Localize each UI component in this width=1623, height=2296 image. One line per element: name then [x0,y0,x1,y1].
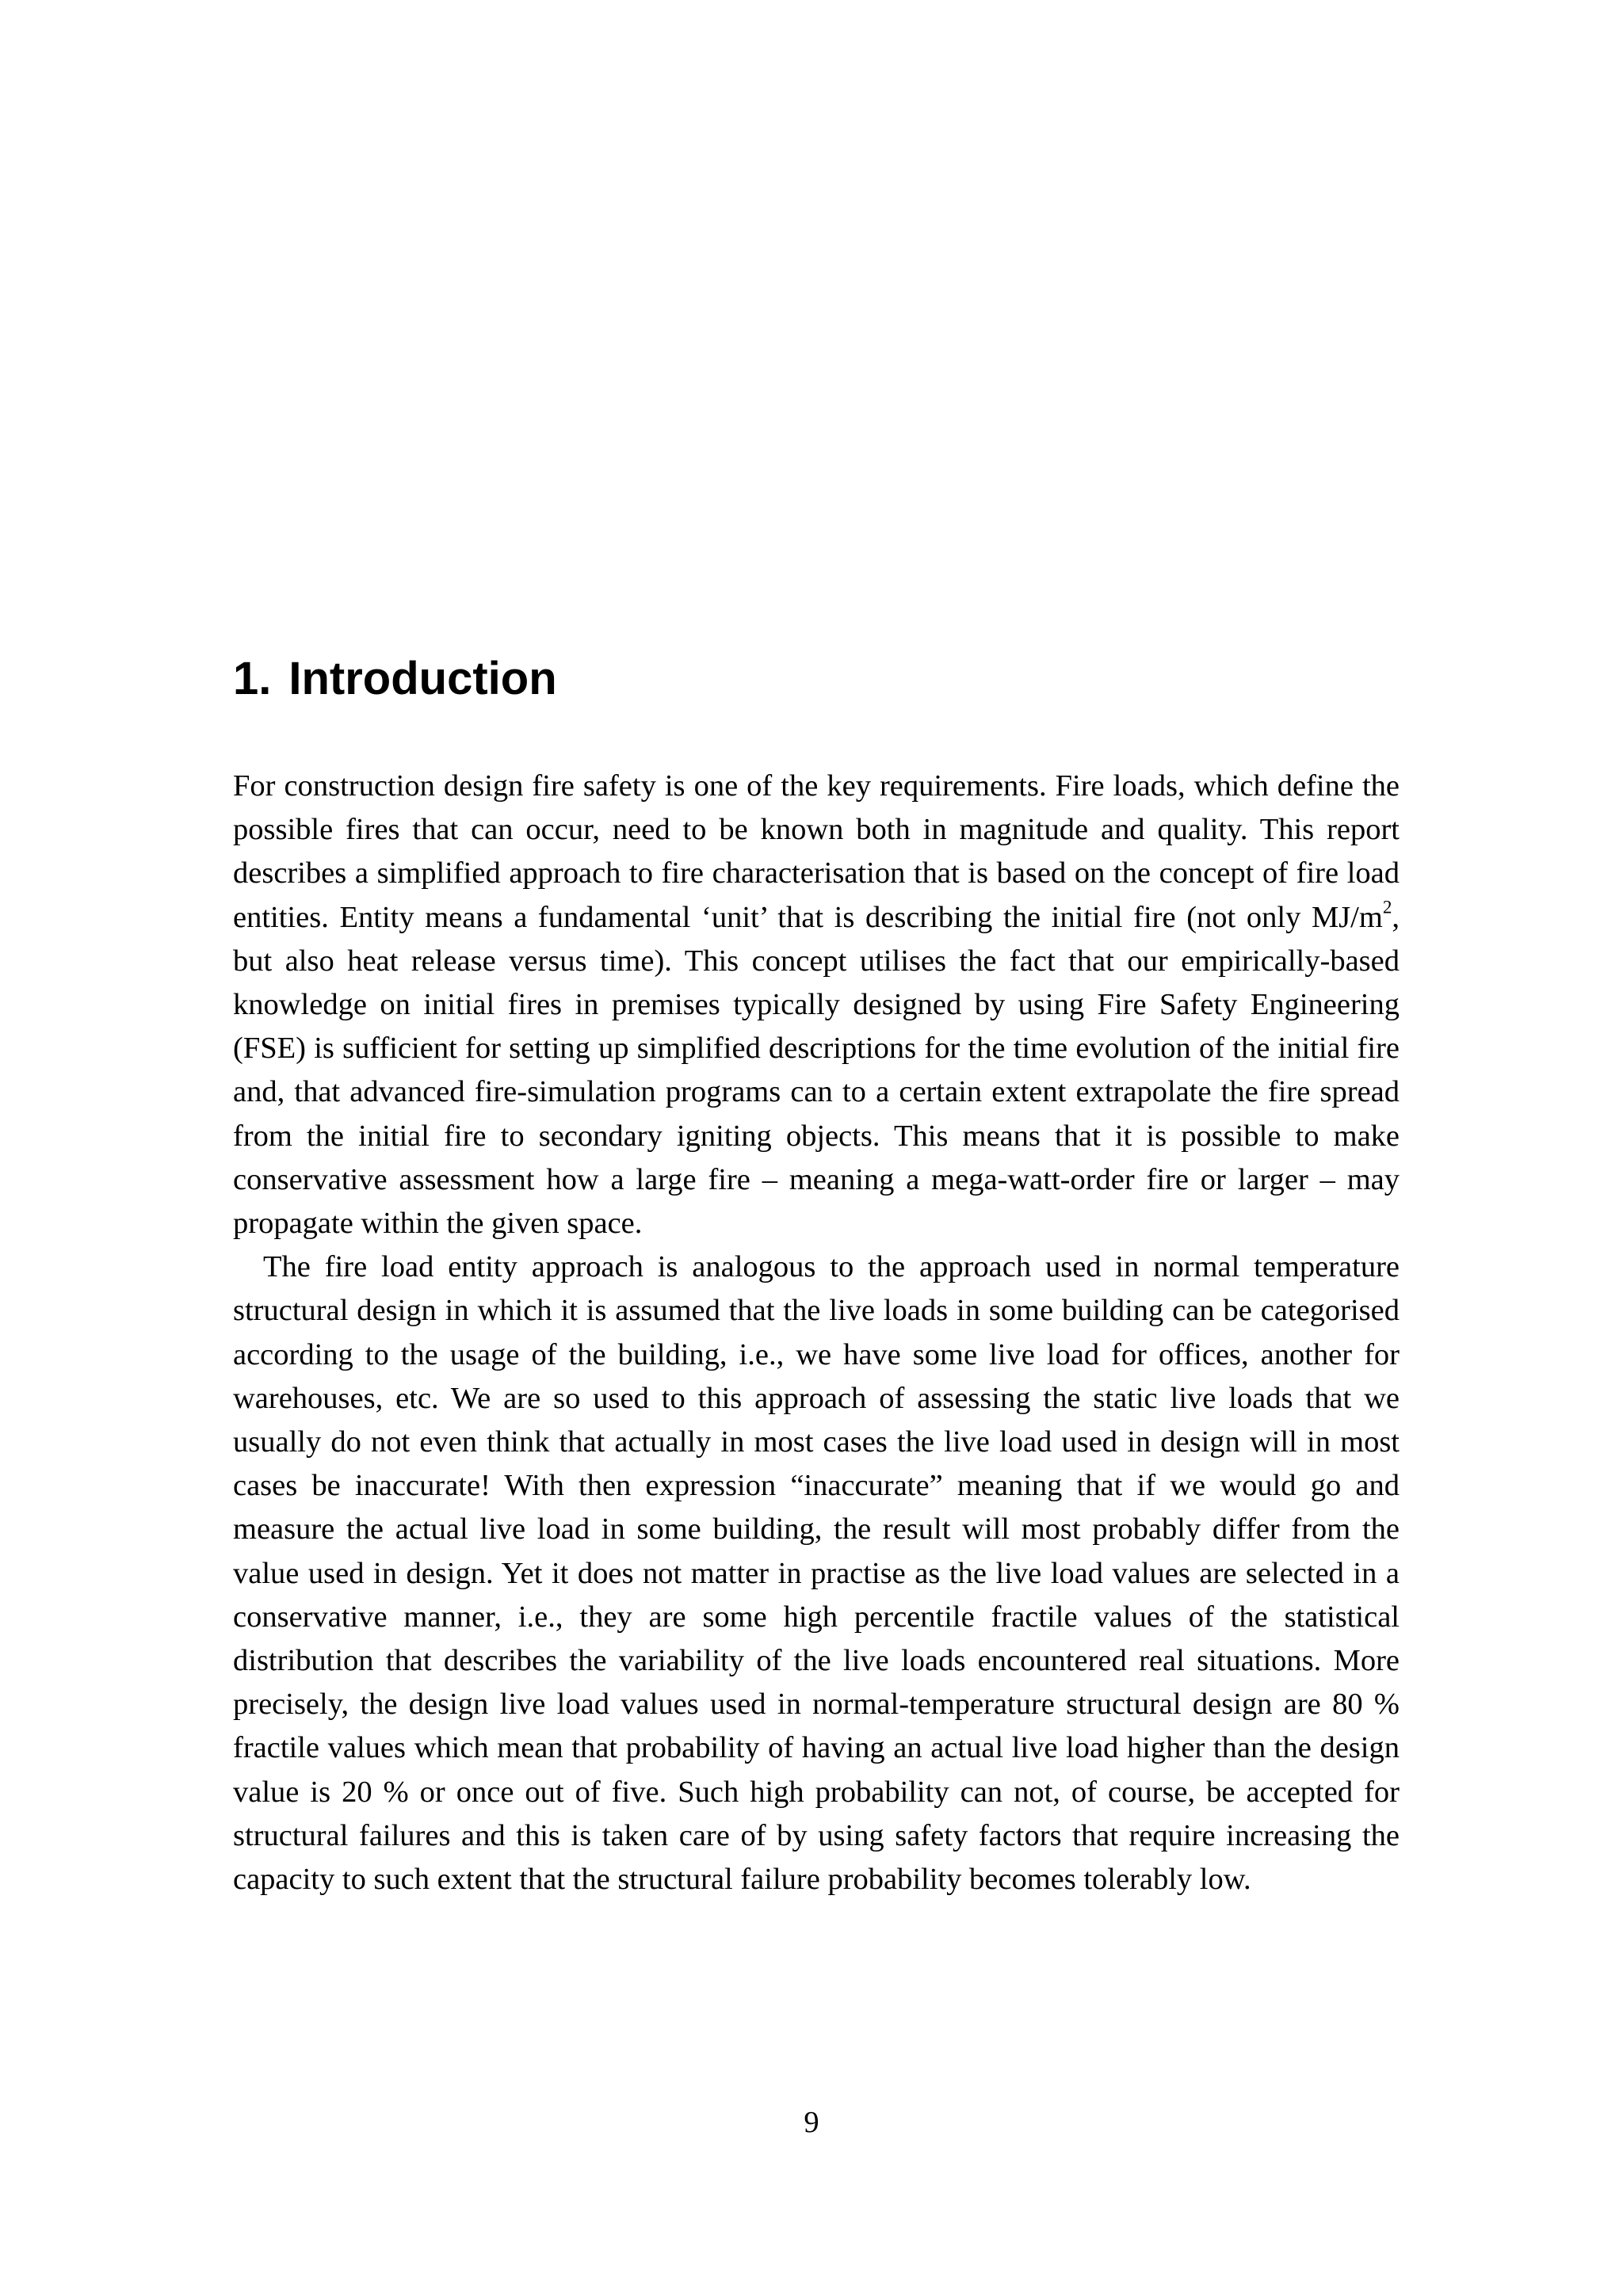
paragraph-2: The fire load entity approach is analogous to the approach used in normal temperature structural design in which it is assumed that the live loads in some building can be categorised according to the usage of the building, i.e., we have some live load for offices, another for warehouses, etc. We are so used to this approach of assessing the static live loads that we usually do not even think that actually in most cases the live load used in design will in most cases be inaccurate! With then expression “inaccurate” meaning that if we would go and measure the actual live load in some building, the result will most probably differ from the value used in design. Yet it does not matter in practise as the live load values are selected in a conservative manner, i.e., they are some high percentile fractile values of the statistical distribution that describes the variability of the live loads encountered real situations. More precisely, the design live load values used in normal-temperature structural design are 80 % fractile values which mean that probability of having an actual live load higher than the design value is 20 % or once out of five. Such high probability can not, of course, be accepted for structural failures and this is taken care of by using safety factors that require increasing the capacity to such extent that the structural failure probability becomes tolerably low. [233,1250,1400,1897]
paragraph-1 [233,765,1400,1245]
body-text [233,765,1400,1901]
chapter-number: 1. [233,653,272,704]
paragraph-1-text-b: , but also heat release versus time). This concept utilises the fact that our empirically-based knowledge on initial fires in premises typically designed by using Fire Safety Engineering (FSE) is sufficient for setting up simplified descriptions for the time evolution of the initial fire and, that advanced fire-simulation programs can to a certain extent extrapolate the fire spread from the initial fire to secondary igniting objects. This means that it is possible to make conservative assessment how a large fire – meaning a mega-watt-order fire or larger – may propagate within the given space. [233,900,1400,1241]
page-number: 9 [804,2106,819,2139]
superscript-exponent: 2 [1382,896,1392,917]
chapter-title: Introduction [288,653,557,704]
paragraph-1-text-a: For construction design fire safety is one of the key requirements. Fire loads, which define the possible fires that can occur, need to be known both in magnitude and quality. This report describes a simplified approach to fire characterisation that is based on the concept of fire load entities. Entity means a fundamental ‘unit’ that is describing the initial fire (not only MJ/m [233,769,1400,934]
chapter-heading [233,653,557,704]
